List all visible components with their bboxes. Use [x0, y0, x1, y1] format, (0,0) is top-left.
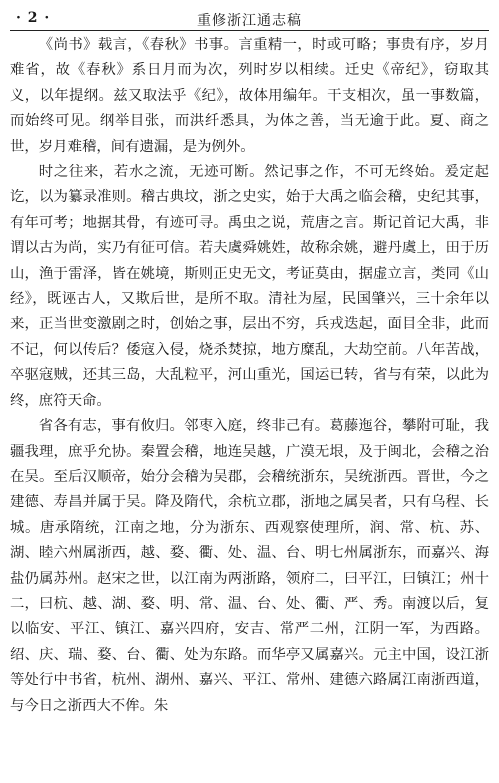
running-title: 重修浙江通志稿 — [197, 13, 302, 29]
header-rule — [10, 30, 489, 31]
body-text — [10, 33, 489, 719]
paragraph-3: 省各有志，事有攸归。邻枣入庭，终非己有。葛藤迤谷，攀附可耻，我疆我理，庶乎允协。秦置会稽，地连吴越，广漠无垠，及于闽北，会稽之治在吴。至后汉顺帝，始分会稽为吴郡，会稽统浙东，吴统浙西。晋世，今之建德、寿昌并属于吴。降及隋代，余杭立郡，浙地之属吴者，只有乌程、长城。唐承隋统，江南之地，分为浙东、西观察使理所，润、常、杭、苏、湖、睦六州属浙西，越、婺、衢、处、温、台、明七州属浙东，而嘉兴、海盐仍属苏州。赵宋之世，以江南为两浙路，领府二，曰平江，曰镇江；州十二，曰杭、越、湖、婺、明、常、温、台、处、衢、严、秀。南渡以后，复以临安、平江、镇江、嘉兴四府，安吉、常严二州，江阴一军，为西路。绍、庆、瑞、婺、台、衢、处为东路。而华亭又属嘉兴。元主中国，设江浙等处行中书省，杭州、湖州、嘉兴、平江、常州、建德六路属江南浙西道，与今日之浙西大不侔。朱 — [10, 418, 489, 714]
page-header — [10, 8, 489, 30]
paragraph-1: 《尚书》载言，《春秋》书事。言重精一，时或可略；事贵有序，岁月难省，故《春秋》系日月而为次，列时岁以相续。迁史《帝纪》，窃取其义，以年提纲。兹又取法乎《纪》，故体用编年。干支相次，虽一事数篇，而始终可见。纲举目张，而洪纤悉具，为体之善，当无逾于此。夏、商之世，岁月难稽，间有遗漏，是为例外。 — [10, 37, 489, 155]
page-number: · 2 · — [16, 10, 51, 26]
paragraph-2: 时之往来，若水之流，无迹可断。然记事之作，不可无终始。爰定起讫，以为纂录准则。稽古典坟，浙之史实，始于大禹之临会稽，史纪其事，有年可考；地据其骨，有迹可寻。禹虫之说，荒唐之言。斯记首记大禹，非谓以古为尚，实乃有征可信。若夫虞舜姚姓，故称余姚，避丹虞上，田于历山，渔于雷泽，皆在姚境，斯则正史无文，考证莫由，据虚立言，类同《山经》，既诬古人，又欺后世，是所不取。清社为屋，民国肇兴，三十余年以来，正当世变激剧之时，创始之事，层出不穷，兵戎迭起，面目全非，此而不记，何以传后？倭寇入侵，烧杀焚掠，地方糜乱，大劫空前。八年苦战，卒驱寇贼，还其三岛，大乱粒平，河山重光，国运已转，省与有荣，以此为终，庶符天命。 — [10, 164, 489, 409]
